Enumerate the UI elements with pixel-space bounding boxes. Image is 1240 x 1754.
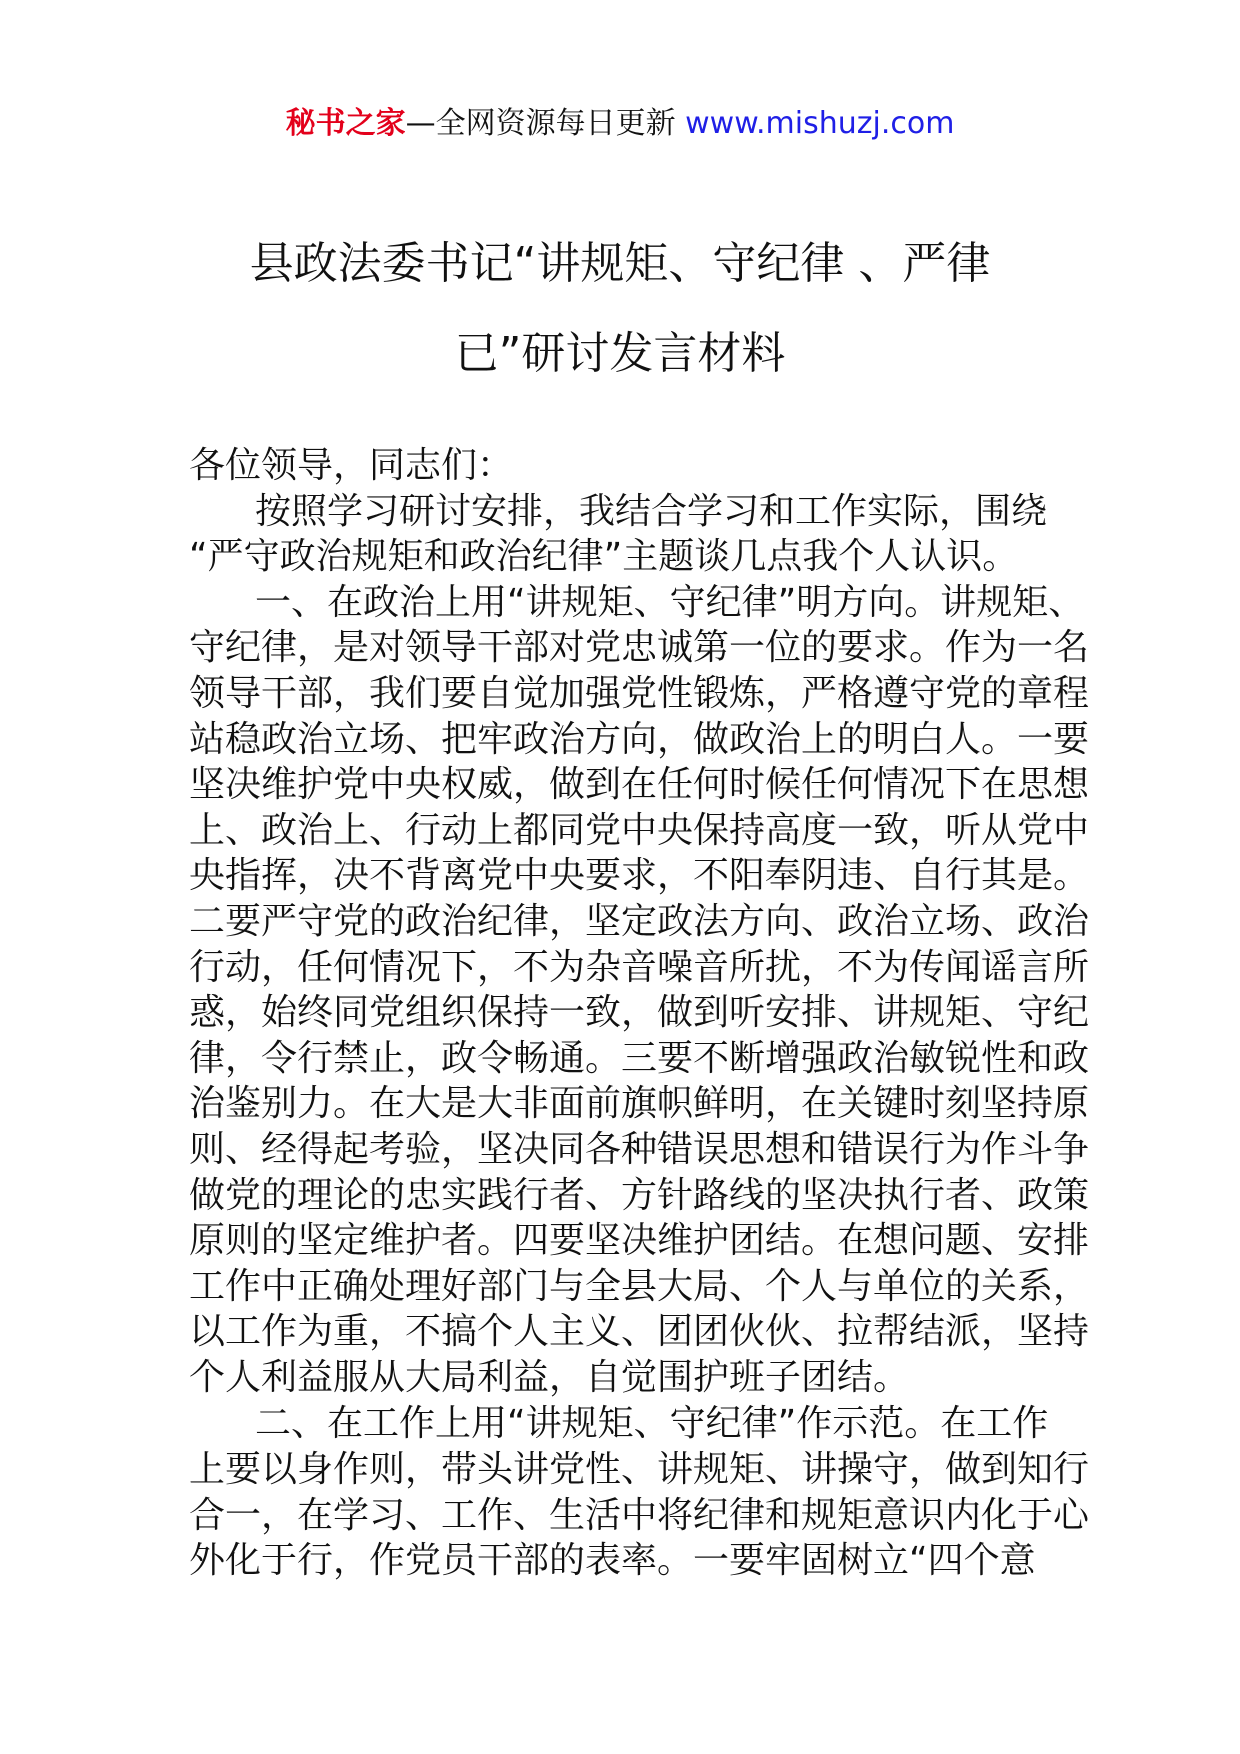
text-line: 上、政治上、行动上都同党中央保持高度一致，听从党中	[189, 809, 1090, 851]
text-line: 守纪律，是对领导干部对党忠诚第一位的要求。作为一名	[189, 627, 1090, 669]
text-line: 治鉴别力。在大是大非面前旗帜鲜明，在关键时刻坚持原	[189, 1083, 1090, 1125]
text-line: 站稳政治立场、把牢政治方向，做政治上的明白人。一要	[189, 718, 1090, 760]
text-line: 一、在政治上用“讲规矩、守纪律”明方向。讲规矩、	[255, 581, 1085, 623]
paragraph-intro	[189, 489, 1069, 580]
text-line: 二要严守党的政治纪律，坚定政法方向、政治立场、政治	[189, 900, 1090, 942]
paragraph-section-1	[189, 580, 1090, 1401]
text-line: 做党的理论的忠实践行者、方针路线的坚决执行者、政策	[189, 1174, 1090, 1216]
title-line-1: 县政法委书记“讲规矩、守纪律 、严律	[249, 238, 991, 289]
site-brand: 秘书之家	[285, 106, 406, 141]
text-line: 行动，任何情况下，不为杂音噪音所扰，不为传闻谣言所	[189, 946, 1090, 988]
text-line: 外化于行，作党员干部的表率。一要牢固树立“四个意	[189, 1540, 1036, 1582]
text-line: 二、在工作上用“讲规矩、守纪律”作示范。在工作	[255, 1403, 1049, 1445]
document-body	[189, 443, 1090, 1584]
text-line: 惑，始终同党组织保持一致，做到听安排、讲规矩、守纪	[189, 992, 1090, 1034]
salutation: 各位领导，同志们：	[189, 445, 514, 486]
document-title	[0, 219, 1240, 399]
paragraph-section-2	[189, 1401, 1090, 1583]
text-line: 按照学习研讨安排，我结合学习和工作实际，围绕	[255, 490, 1048, 532]
text-line: 律，令行禁止，政令畅通。三要不断增强政治敏锐性和政	[189, 1037, 1090, 1079]
text-line: 工作中正确处理好部门与全县大局、个人与单位的关系，	[189, 1265, 1090, 1307]
text-line: 央指挥，决不背离党中央要求，不阳奉阴违、自行其是。	[189, 855, 1090, 897]
title-line-2: 已”研讨发言材料	[454, 328, 786, 379]
text-line: “严守政治规矩和政治纪律”主题谈几点我个人认识。	[189, 536, 1019, 578]
site-tagline: —全网资源每日更新	[405, 106, 676, 141]
text-line: 坚决维护党中央权威，做到在任何时候任何情况下在思想	[189, 764, 1090, 806]
text-line: 合一，在学习、工作、生活中将纪律和规矩意识内化于心	[189, 1494, 1090, 1536]
text-line: 则、经得起考验，坚决同各种错误思想和错误行为作斗争	[189, 1128, 1090, 1170]
text-line: 上要以身作则，带头讲党性、讲规矩、讲操守，做到知行	[189, 1449, 1090, 1491]
text-line: 原则的坚定维护者。四要坚决维护团结。在想问题、安排	[189, 1220, 1090, 1262]
text-line: 以工作为重，不搞个人主义、团团伙伙、拉帮结派，坚持	[189, 1311, 1090, 1353]
text-line: 个人利益服从大局利益，自觉围护班子团结。	[189, 1356, 910, 1398]
site-header	[0, 102, 1240, 146]
text-line: 领导干部，我们要自觉加强党性锻炼，严格遵守党的章程	[189, 672, 1090, 714]
site-url-link[interactable]: www.mishuzj.com	[685, 106, 955, 141]
